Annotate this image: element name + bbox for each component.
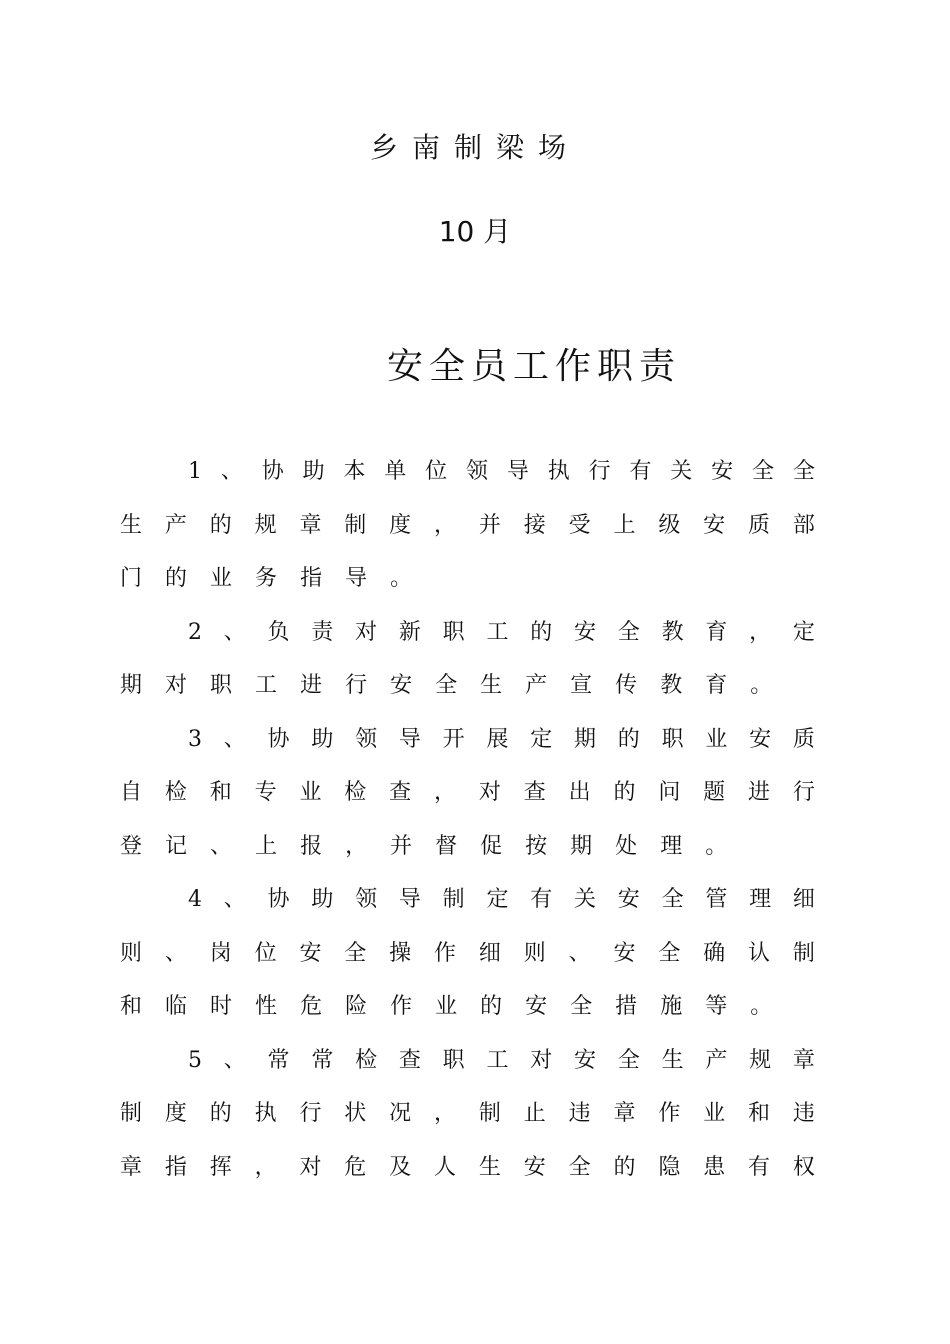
body-line: 登 记 、 上 报 ， 并 督 促 按 期 处 理 。 [120,833,728,859]
document-title: 安全员工作职责 [387,346,682,387]
body-line: 1 、 协 助 本 单 位 领 导 执 行 有 关 安 全 全 [188,459,815,484]
body-line: 自 检 和 专 业 检 查 ， 对 查 出 的 问 题 进 行 [120,780,815,805]
body-line: 则 、 岗 位 安 全 操 作 细 则 、 安 全 确 认 制 [120,940,815,966]
document-body [120,445,815,1194]
body-line: 期 对 职 工 进 行 安 全 生 产 宣 传 教 育 。 [120,673,773,698]
body-line: 门 的 业 务 指 导 。 [120,566,413,591]
body-line: 3 、 协 助 领 导 开 展 定 期 的 职 业 安 质 [188,726,815,752]
body-line: 4 、 协 助 领 导 制 定 有 关 安 全 管 理 细 [188,887,815,912]
organization-name: 乡南制梁场 [369,131,580,164]
body-line: 生 产 的 规 章 制 度 ， 并 接 受 上 级 安 质 部 [120,512,815,538]
body-line: 制 度 的 执 行 状 况 ， 制 止 违 章 作 业 和 违 [120,1101,815,1126]
body-line: 章 指 挥 ， 对 危 及 人 生 安 全 的 隐 患 有 权 [120,1154,815,1180]
body-line: 和 临 时 性 危 险 作 业 的 安 全 措 施 等 。 [120,994,773,1019]
document-month: 10 月 [438,215,512,248]
body-line: 5 、 常 常 检 查 职 工 对 安 全 生 产 规 章 [188,1047,815,1073]
body-line: 2 、 负 责 对 新 职 工 的 安 全 教 育 ， 定 [188,619,815,645]
